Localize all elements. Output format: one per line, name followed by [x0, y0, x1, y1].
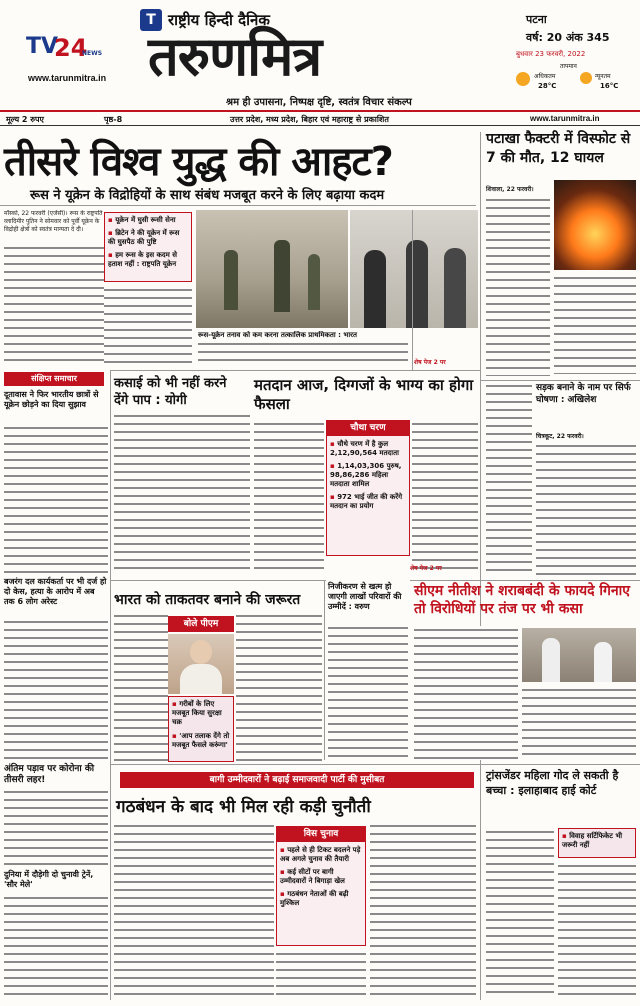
bullet-icon: ▪ [330, 440, 335, 448]
divider [110, 580, 326, 581]
soldier-figure [274, 240, 290, 312]
roads-headline: सड़क बनाने के नाम पर सिर्फ घोषणा : अखिलेश [536, 383, 631, 405]
page-count: पृष्ठ-8 [104, 115, 123, 124]
modi-body-left [114, 612, 168, 762]
blast-dateline: शिवाला, 22 फरवरी। [486, 186, 534, 193]
divider [324, 580, 325, 760]
voting-item-text-1: चौथे चरण में है कुल 2,12,90,564 मतदाता [330, 440, 399, 457]
privatize-headline: निजीकरण से खत्म हो जाएगी लाखों परिवारों की उम्मीदें : वरुण [328, 582, 402, 611]
voting-continued[interactable]: शेष पेज 2 पर [410, 565, 442, 572]
divider [480, 132, 481, 1000]
nitish-photo [522, 628, 636, 682]
coverage: उत्तर प्रदेश, मध्य प्रदेश, बिहार एवं महाराष्ट्र से प्रकाशित [230, 115, 389, 124]
trans-headline: ट्रांसजेंडर महिला गोद ले सकती है बच्चा : इलाहाबाद हाई कोर्ट [486, 769, 619, 797]
bullet-icon: ▪ [108, 229, 113, 237]
alliance-body-mid [276, 950, 366, 998]
bullet-icon: ▪ [172, 700, 177, 708]
lead-photo-caption: रूस-यूक्रेन तनाव को कम करना तत्कालिक प्राथमिकता : भारत [198, 331, 357, 339]
alliance-bullet [277, 888, 365, 910]
info-bar [0, 110, 640, 126]
newspaper-logo-icon: T [140, 9, 162, 31]
modi-bullet-text-1: गरीबों के लिए मजबूत किया सुरक्षा चक्र [172, 700, 222, 726]
moon-icon [580, 72, 592, 84]
bullet-icon: ▪ [330, 493, 335, 501]
person-figure [364, 250, 386, 328]
sun-icon [516, 72, 530, 86]
voting-item-text-2: 1,14,03,306 पुरुष, 98,86,286 महिला मतदाता शामिल [330, 462, 402, 488]
alliance-kicker: बागी उम्मीदवारों ने बढ़ाई समाजवादी पार्टी की मुसीबत [120, 772, 474, 788]
divider [412, 210, 413, 370]
divider [110, 370, 480, 371]
lead-body-mid [104, 286, 192, 366]
divider [480, 764, 640, 765]
person-figure [542, 638, 560, 682]
voting-item [327, 436, 409, 460]
corona-headline: अंतिम पड़ाव पर कोरोना की तीसरी लहर! [4, 764, 108, 786]
alliance-bullet-text-1: पहले से ही टिकट बदलने पड़े अब अगले चुनाव की तैयारी [280, 846, 361, 863]
modi-bullets [168, 696, 234, 762]
blast-headline: पटाखा फैक्टरी में विस्फोट से 7 की मौत, 12 घायल [486, 131, 631, 166]
voting-item [327, 460, 409, 491]
divider [480, 380, 640, 381]
person-figure [594, 642, 612, 682]
alliance-box-title: विस चुनाव [277, 827, 365, 842]
summary-item1-head: दूतावास ने फिर भारतीय छात्रों से यूक्रेन छोड़ने का दिया सुझाव [4, 390, 99, 409]
roads-body-b [536, 442, 636, 576]
masthead [0, 0, 640, 112]
max-temp-label: अधिकतम [534, 73, 556, 80]
blast-body-right [554, 274, 636, 374]
voting-box [326, 420, 410, 556]
bullet-icon: ▪ [108, 251, 113, 259]
bullet-icon: ▪ [108, 216, 113, 224]
masthead-tagline: राष्ट्रीय हिन्दी दैनिक [168, 11, 270, 29]
lead-highlight-box [104, 212, 192, 282]
lead-headline: तीसरे विश्व युद्ध की आहट? [4, 139, 393, 185]
bullet-icon: ▪ [172, 732, 177, 740]
summary-label: संक्षिप्त समाचार [4, 372, 104, 386]
lead-subhead: रूस ने यूक्रेन के विद्रोहियों के साथ संबंध मजबूत करने के लिए बढ़ाया कदम [30, 188, 385, 203]
alliance-bullet-text-2: कई सीटों पर बागी उम्मीदवारों ने बिगाड़ा खेल [280, 868, 345, 885]
trans-box-text: विवाह सर्टिफिकेट भी जरूरी नहीं [562, 832, 623, 849]
alliance-bullet [277, 866, 365, 888]
min-temp: 16°C [600, 82, 619, 90]
modi-headline: भारत को ताकतवर बनाने की जरूरत [114, 592, 301, 608]
tv-news-label: NEWS [82, 50, 103, 57]
blast-photo-fire [554, 180, 636, 270]
summary-item5-head: दुनिया में दौड़ेगी दो चुनावी ट्रेनें, 'सौर मेले' [4, 870, 94, 889]
lead-caption-body [198, 340, 408, 366]
yogi-headline: कसाई को भी नहीं करने देंगे पाप : योगी [114, 376, 227, 408]
summary-body-4 [4, 894, 108, 1000]
masthead-title: तरुणमित्र [148, 24, 322, 88]
voting-headline: मतदान आज, दिग्गजों के भाग्य का होगा फैसला [254, 376, 474, 413]
edition-city: पटना [526, 13, 547, 26]
alliance-headline: गठबंधन के बाद भी मिल रही कड़ी चुनौती [116, 797, 371, 817]
person-figure [444, 248, 466, 328]
person-figure [406, 240, 428, 328]
highlight-text-2: ब्रिटेन ने की यूक्रेन में रूस की घुसपैठ की पुष्टि [108, 229, 180, 246]
tv-label: TV [26, 34, 59, 59]
trans-body-left [486, 828, 554, 998]
blast-body-left [486, 196, 550, 376]
highlight-item [105, 227, 191, 249]
roads-body-a [486, 382, 532, 576]
tv-number: 24 [54, 34, 88, 62]
voting-body-right [412, 420, 478, 570]
divider [410, 580, 640, 581]
bullet-icon: ▪ [562, 832, 567, 840]
voting-item [327, 491, 409, 513]
bullet-icon: ▪ [280, 868, 285, 876]
voting-body-left [254, 420, 324, 572]
modi-bullet [169, 730, 233, 752]
summary-body-1 [4, 424, 108, 574]
nitish-headline: सीएम नीतीश ने शराबबंदी के फायदे गिनाए तो विरोधियों पर तंज पर भी कसा [414, 583, 631, 617]
modi-photo [168, 634, 234, 694]
masthead-website[interactable]: www.tarunmitra.in [28, 73, 107, 83]
max-temp: 28°C [538, 82, 557, 90]
soldier-figure [224, 250, 238, 310]
highlight-text-1: यूक्रेन में घुसी रूसी सेना [115, 216, 176, 224]
alliance-body-right [370, 822, 476, 998]
alliance-bullet [277, 842, 365, 866]
person-face [190, 640, 212, 664]
infobar-website[interactable]: www.tarunmitra.in [530, 114, 600, 123]
privatize-body [328, 624, 408, 760]
alliance-bullet-text-3: गठबंधन नेताओं की बढ़ी मुश्किल [280, 890, 349, 907]
weather-label: तापमान [560, 63, 577, 70]
soldier-figure [308, 254, 320, 310]
highlight-item [105, 249, 191, 271]
lead-dateline: मॉस्को, 22 फरवरी (एजेंसी)। रूस के राष्ट्रपति व्लादिमीर पुतिन ने सोमवार को पूर्वी यूक्रेन के विद्रोही क्षेत्रों को स्वतंत्र मान्यता दे दी। [4, 210, 103, 233]
modi-bullet-text-2: 'आप तलाक देंगे तो मजबूत फैसले करूंगा' [172, 732, 230, 749]
bullet-icon: ▪ [280, 890, 285, 898]
voting-box-title: चौथा चरण [327, 421, 409, 436]
modi-box-title: बोले पीएम [168, 616, 234, 632]
year-issue: वर्ष: 20 अंक 345 [526, 31, 610, 44]
modi-body-right [236, 612, 322, 762]
trans-body-right [558, 862, 636, 998]
highlight-text-3: हम रूस के इस कदम से हताश नहीं : राष्ट्रपति यूक्रेन [108, 251, 178, 268]
bullet-icon: ▪ [330, 462, 335, 470]
summary-body-3 [4, 772, 108, 868]
alliance-box [276, 826, 366, 946]
masthead-subtitle: श्रम ही उपासना, निष्पक्ष दृष्टि, स्वतंत्र विचार संकल्प [226, 97, 412, 108]
tv24-logo[interactable] [26, 34, 103, 70]
divider [110, 764, 480, 765]
modi-bullet [169, 697, 233, 730]
divider [0, 205, 476, 206]
bullet-icon: ▪ [280, 846, 285, 854]
yogi-body [114, 412, 250, 572]
nitish-body-left [414, 626, 518, 760]
lead-continued[interactable]: शेष पेज 2 पर [414, 359, 446, 366]
alliance-body-left [114, 822, 274, 998]
roads-dateline: चित्रकूट, 22 फरवरी। [536, 433, 584, 440]
highlight-item [105, 213, 191, 227]
summary-body-2 [4, 618, 108, 768]
min-temp-label: न्यूनतम [595, 73, 611, 80]
divider [110, 370, 111, 1000]
nitish-body-right [522, 686, 636, 760]
issue-date: बुधवार 23 फरवरी, 2022 [516, 50, 586, 58]
lead-body-left [4, 244, 108, 364]
summary-item2-head: बजरंग दल कार्यकर्ता पर भी दर्ज हो दो केस, हत्या के आरोप में अब तक 6 लोग अरेस्ट [4, 577, 107, 606]
voting-item-text-3: 972 भाई जीत की करेंगे मतदान का प्रयोग [330, 493, 403, 510]
person-body [180, 664, 222, 694]
lead-photo-dignitaries [350, 210, 478, 328]
price: मूल्य 2 रुपए [6, 115, 44, 124]
lead-photo-soldiers [196, 210, 348, 328]
trans-box [558, 828, 636, 858]
